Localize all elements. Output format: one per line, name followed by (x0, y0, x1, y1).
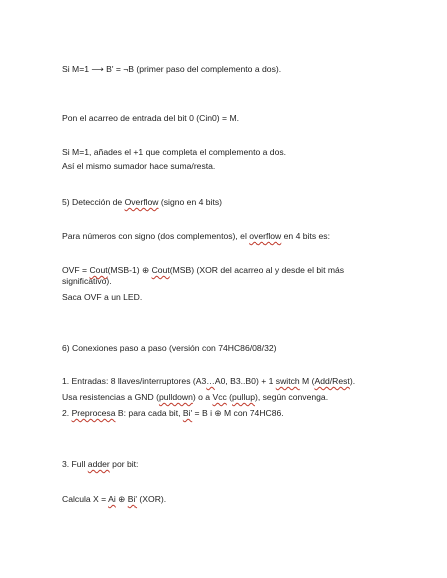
text-run: en 4 bits es: (281, 231, 330, 241)
paragraph-line (62, 265, 370, 287)
list-item (62, 376, 402, 387)
text-run: Si M=1, añades el +1 que completa el complemento a dos. (62, 147, 287, 157)
list-item (62, 459, 402, 470)
text-run: Para números con signo (dos complementos), el (62, 231, 250, 241)
spelling-flagged-word: Overflow (124, 197, 159, 207)
text-run: (XOR). (137, 494, 167, 504)
spelling-flagged-word: Cout (151, 265, 170, 275)
text-run: (MSB-1) ⊕ (107, 265, 152, 275)
paragraph-line (62, 113, 402, 124)
spelling-flagged-word: Vcc (212, 392, 227, 402)
paragraph-line (62, 231, 402, 242)
text-run: Calcula X = (62, 494, 109, 504)
text-run: Saca OVF a un LED. (62, 292, 143, 302)
text-run: Pon el acarreo de entrada del bit 0 (Cin0) = M. (62, 113, 239, 123)
list-item (62, 408, 402, 419)
spelling-flagged-word: Preprocesa (71, 408, 116, 418)
paragraph-line (62, 292, 402, 303)
spelling-flagged-word: pulldown (158, 392, 193, 402)
paragraph-line (62, 494, 402, 505)
paragraph-line (62, 161, 402, 172)
text-run: ) o a (192, 392, 213, 402)
spelling-flagged-word: … (206, 376, 215, 386)
text-run: ), según convenga. (254, 392, 329, 402)
text-run: ). (349, 376, 356, 386)
paragraph-line (62, 147, 402, 158)
text-run: ( (226, 392, 233, 402)
text-run: Usa resistencias a GND ( (62, 392, 159, 402)
text-run: = B i ⊕ M con 74HC86. (192, 408, 284, 418)
text-run: (MSB) (XOR del acarreo al y desde el bit más significativo). (62, 265, 345, 286)
spelling-flagged-word: adder (87, 459, 110, 469)
text-run: OVF = (62, 265, 90, 275)
text-run: 1. Entradas: 8 llaves/interruptores (A3 (62, 376, 207, 386)
text-run: 6) Conexiones paso a paso (versión con 74HC86/08/32) (62, 343, 277, 353)
section-heading (62, 197, 402, 208)
text-run: B: para cada bit, (115, 408, 183, 418)
section-heading (62, 343, 402, 354)
spelling-flagged-word: Add/Rest (314, 376, 350, 386)
paragraph-line (62, 392, 402, 403)
text-run: 5) Detección de (62, 197, 125, 207)
spelling-flagged-word: Bi' (182, 408, 193, 418)
spelling-flagged-word: Bi' (127, 494, 138, 504)
paragraph-line (62, 64, 402, 75)
text-run: (signo en 4 bits) (158, 197, 223, 207)
text-run: por bit: (109, 459, 139, 469)
spelling-flagged-word: switch (275, 376, 300, 386)
spelling-flagged-word: pullup (232, 392, 255, 402)
text-run: A0, B3..B0) + 1 (214, 376, 276, 386)
text-run: ⊕ (115, 494, 128, 504)
text-run: Si M=1 ⟶ B' = ¬B (primer paso del complemento a dos). (62, 64, 282, 74)
text-run: Así el mismo sumador hace suma/resta. (62, 161, 216, 171)
text-run: M ( (299, 376, 315, 386)
text-run: 3. Full (62, 459, 88, 469)
text-run: 2. (62, 408, 72, 418)
spelling-flagged-word: overflow (249, 231, 282, 241)
spelling-flagged-word: Cout (89, 265, 108, 275)
spelling-flagged-word: Ai (108, 494, 116, 504)
